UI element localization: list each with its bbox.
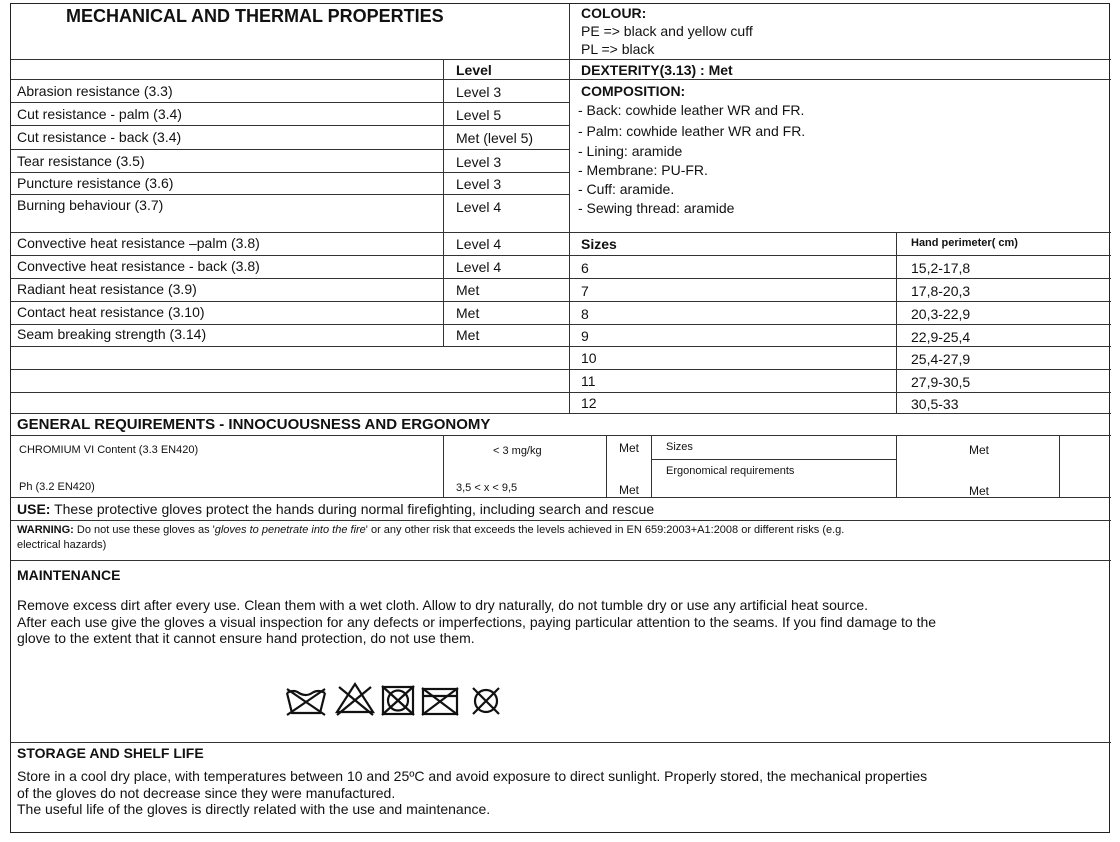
rule (11, 278, 1111, 279)
rule (443, 435, 444, 497)
warning-text: Do not use these gloves as ' (76, 524, 215, 536)
rule (11, 324, 1111, 325)
rule (11, 59, 1111, 60)
rule (896, 232, 897, 413)
property-level: Level 3 (456, 84, 502, 100)
warning-line-2: electrical hazards) (17, 539, 107, 551)
rule (11, 497, 1111, 498)
do-not-wash-icon (287, 689, 325, 715)
chromium-label: CHROMIUM VI Content (3.3 EN420) (19, 444, 199, 456)
do-not-dry-clean-icon (473, 688, 499, 714)
property-level: Met (456, 282, 480, 298)
do-not-bleach-icon (337, 684, 373, 715)
use-statement (17, 501, 654, 517)
warning-statement (17, 524, 844, 537)
size-value: 9 (581, 328, 589, 344)
rule (11, 255, 1111, 256)
chromium-value: < 3 mg/kg (493, 445, 542, 457)
property-name: Seam breaking strength (3.14) (17, 326, 207, 342)
property-name: Radiant heat resistance (3.9) (17, 281, 197, 297)
maintenance-line: glove to the extent that it cannot ensure hand protection, do not use them. (17, 630, 475, 646)
perimeter-value: 30,5-33 (911, 396, 959, 412)
colour-line: PE => black and yellow cuff (581, 23, 753, 39)
property-name: Puncture resistance (3.6) (17, 175, 174, 191)
composition-line: - Back: cowhide leather WR and FR. (578, 102, 805, 118)
storage-line: of the gloves do not decrease since they were manufactured. (17, 784, 396, 801)
property-name: Cut resistance - back (3.4) (17, 129, 182, 145)
rule (11, 435, 1111, 436)
property-level: Level 4 (456, 199, 502, 215)
ph-label: Ph (3.2 EN420) (19, 481, 95, 493)
colour-line: PL => black (581, 41, 655, 57)
warning-text: ' or any other risk that exceeds the levels achieved in EN 659:2003+A1:2008 or different risks (e.g. (365, 524, 845, 536)
rule (11, 194, 569, 195)
property-level: Met (456, 305, 480, 321)
use-label: USE: (17, 501, 51, 517)
property-name: Abrasion resistance (3.3) (17, 83, 173, 99)
rule (11, 392, 1111, 393)
do-not-tumble-dry-icon (382, 686, 414, 715)
rule (11, 149, 569, 150)
property-name: Burning behaviour (3.7) (17, 197, 164, 213)
rule (11, 102, 569, 103)
rule (651, 435, 652, 497)
do-not-iron-icon (422, 688, 458, 715)
size-value: 7 (581, 283, 589, 299)
size-value: 10 (581, 350, 597, 366)
rule (896, 435, 897, 497)
warning-italic-text: gloves to penetrate into the fire (214, 524, 366, 536)
storage-line: The useful life of the gloves is directly related with the use and maintenance. (17, 801, 491, 817)
rule (11, 369, 1111, 370)
property-name: Cut resistance - palm (3.4) (17, 106, 182, 122)
rule (11, 172, 569, 173)
size-value: 8 (581, 306, 589, 322)
level-column-header: Level (456, 62, 492, 78)
rule (651, 459, 896, 460)
composition-line: - Cuff: aramide. (578, 181, 675, 197)
rule (11, 79, 1111, 80)
rule (606, 435, 607, 497)
property-level: Met (456, 327, 480, 343)
hand-perimeter-header: Hand perimeter( cm) (911, 237, 1018, 249)
rule (11, 742, 1111, 743)
sizes-requirement-label: Sizes (666, 441, 693, 453)
property-name: Convective heat resistance –palm (3.8) (17, 235, 260, 251)
size-value: 12 (581, 395, 597, 411)
property-level: Met (level 5) (456, 130, 534, 146)
warning-label: WARNING: (17, 524, 74, 536)
rule (11, 520, 1111, 521)
composition-line: - Membrane: PU-FR. (578, 162, 708, 178)
property-name: Convective heat resistance - back (3.8) (17, 258, 260, 274)
storage-title: STORAGE AND SHELF LIFE (17, 745, 204, 761)
dexterity-text: DEXTERITY(3.13) : Met (581, 62, 733, 78)
perimeter-value: 22,9-25,4 (911, 329, 971, 345)
rule (1059, 435, 1060, 497)
perimeter-value: 27,9-30,5 (911, 374, 971, 390)
general-requirements-title: GENERAL REQUIREMENTS - INNOCUOUSNESS AND ERGONOMY (17, 416, 491, 433)
document-sheet (10, 3, 1110, 833)
perimeter-value: 15,2-17,8 (911, 260, 971, 276)
rule (11, 125, 569, 126)
property-name: Contact heat resistance (3.10) (17, 304, 205, 320)
care-symbols (283, 679, 533, 719)
composition-line: - Sewing thread: aramide (578, 200, 735, 216)
sizes-requirement-result: Met (969, 443, 990, 457)
perimeter-value: 17,8-20,3 (911, 283, 971, 299)
composition-label: COMPOSITION: (581, 83, 686, 99)
rule (11, 301, 1111, 302)
perimeter-value: 25,4-27,9 (911, 351, 971, 367)
chromium-result: Met (619, 441, 640, 455)
sizes-header: Sizes (581, 236, 617, 252)
maintenance-line: Remove excess dirt after every use. Clean them with a wet cloth. Allow to dry naturally, do not tumble dry or use any artificial heat source. (17, 597, 869, 613)
ergonomical-label: Ergonomical requirements (666, 465, 795, 477)
storage-text (17, 768, 1105, 818)
page-title: MECHANICAL AND THERMAL PROPERTIES (66, 6, 444, 26)
maintenance-line: After each use give the gloves a visual inspection for any defects or imperfections, paying particular attention to the seams. If you find damage to the (17, 613, 937, 630)
rule (11, 560, 1111, 561)
rule (569, 4, 570, 413)
use-text: These protective gloves protect the hands during normal firefighting, including search and rescue (54, 501, 655, 517)
size-value: 11 (581, 373, 596, 389)
rule (11, 346, 1111, 347)
size-value: 6 (581, 260, 589, 276)
composition-line: - Lining: aramide (578, 143, 683, 159)
rule (443, 59, 444, 347)
maintenance-text (17, 597, 1105, 647)
maintenance-title: MAINTENANCE (17, 567, 121, 583)
property-level: Level 3 (456, 154, 502, 170)
storage-line: Store in a cool dry place, with temperatures between 10 and 25ºC and avoid exposure to direct sunlight. Properly stored, the mechanical properties (17, 768, 928, 784)
ph-result: Met (619, 483, 640, 497)
ergonomical-result: Met (969, 484, 990, 498)
property-level: Level 5 (456, 107, 502, 123)
rule (11, 232, 1111, 233)
colour-label: COLOUR: (581, 5, 647, 21)
property-level: Level 3 (456, 176, 502, 192)
property-level: Level 4 (456, 259, 502, 275)
perimeter-value: 20,3-22,9 (911, 306, 971, 322)
ph-value: 3,5 < x < 9,5 (456, 482, 518, 494)
property-name: Tear resistance (3.5) (17, 153, 145, 169)
composition-line: - Palm: cowhide leather WR and FR. (578, 123, 806, 139)
rule (11, 413, 1111, 414)
property-level: Level 4 (456, 236, 502, 252)
